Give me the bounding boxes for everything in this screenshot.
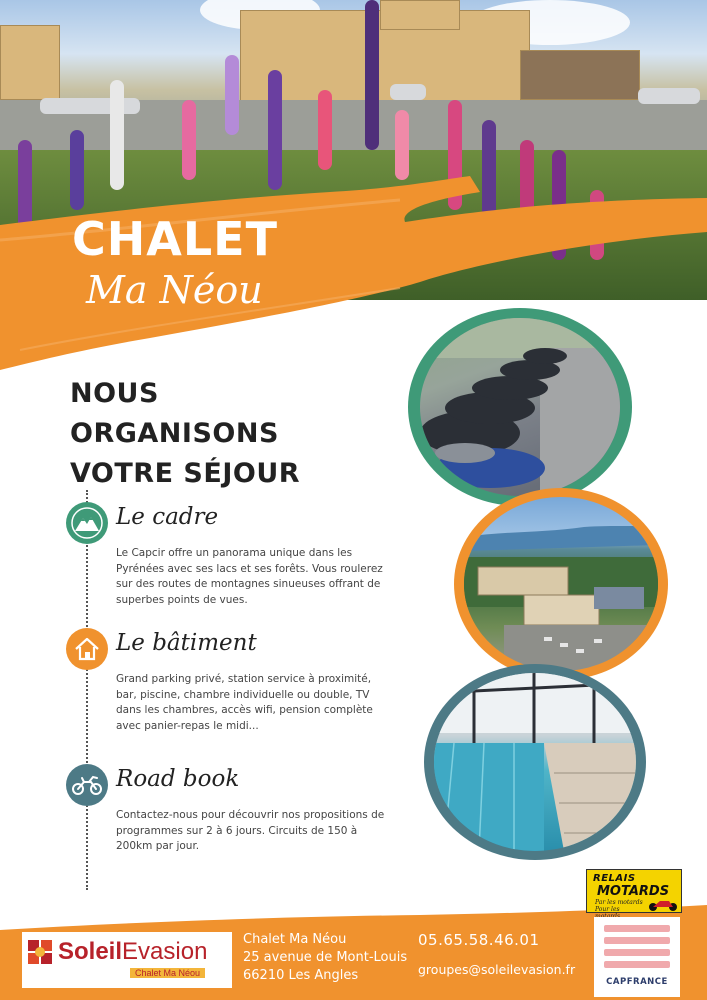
address-line-1: Chalet Ma Néou [243, 932, 347, 947]
mountain-icon [66, 502, 108, 544]
footer-address [243, 931, 407, 985]
heading-line-1: NOUS ORGANISONS [70, 378, 279, 449]
logo-name-regular: Evasion [122, 938, 208, 965]
relais-line-2: MOTARDS [597, 884, 670, 899]
capfrance-label: CAPFRANCE [606, 977, 668, 987]
motorcycle-icon [647, 896, 679, 912]
timeline-dotted-line [86, 490, 88, 890]
footer-email[interactable]: groupes@soleilevasion.fr [418, 962, 576, 977]
logo-subtitle: Chalet Ma Néou [130, 968, 205, 978]
section-title: Le bâtiment [116, 630, 257, 656]
logo-name [58, 938, 207, 966]
address-line-3: 66210 Les Angles [243, 968, 359, 983]
house-icon [66, 628, 108, 670]
address-line-2: 25 avenue de Mont-Louis [243, 950, 408, 965]
section-text: Le Capcir offre un panorama unique dans les Pyrénées avec ses lacs et ses forêts. Vous roulerez sur des routes de montagnes sinueuses offrant de superbes points de vues. [116, 547, 383, 606]
logo-name-bold: Soleil [58, 938, 123, 965]
motorcycles-photo [420, 318, 620, 496]
relais-line-1: RELAIS [593, 873, 636, 884]
soleil-evasion-logo [22, 932, 232, 988]
section-text: Contactez-nous pour découvrir nos propositions de programmes sur 2 à 6 jours. Circuits de 150 à 200km par jour. [116, 809, 385, 852]
page-heading [70, 374, 370, 494]
heading-line-2: VOTRE SÉJOUR [70, 458, 301, 489]
section-title: Road book [116, 766, 240, 792]
capfrance-logo [594, 917, 680, 997]
aerial-chalet-photo [464, 497, 658, 671]
chalet-title: CHALET [72, 212, 278, 266]
section-title: Le cadre [116, 504, 219, 530]
indoor-pool-photo [434, 673, 636, 851]
motorcycle-icon [66, 764, 108, 806]
footer-phone[interactable]: 05.65.58.46.01 [418, 931, 540, 949]
chalet-subtitle: Ma Néou [86, 268, 263, 312]
relais-tagline: Par les motards Pour les [595, 899, 643, 913]
section-text: Grand parking privé, station service à proximité, bar, piscine, chambre individuelle ou double, TV dans les chambres, accès wifi, pension complète avec panier-repas le midi... [116, 673, 373, 732]
relais-motards-logo [586, 869, 682, 913]
sun-logo-icon [26, 938, 54, 966]
